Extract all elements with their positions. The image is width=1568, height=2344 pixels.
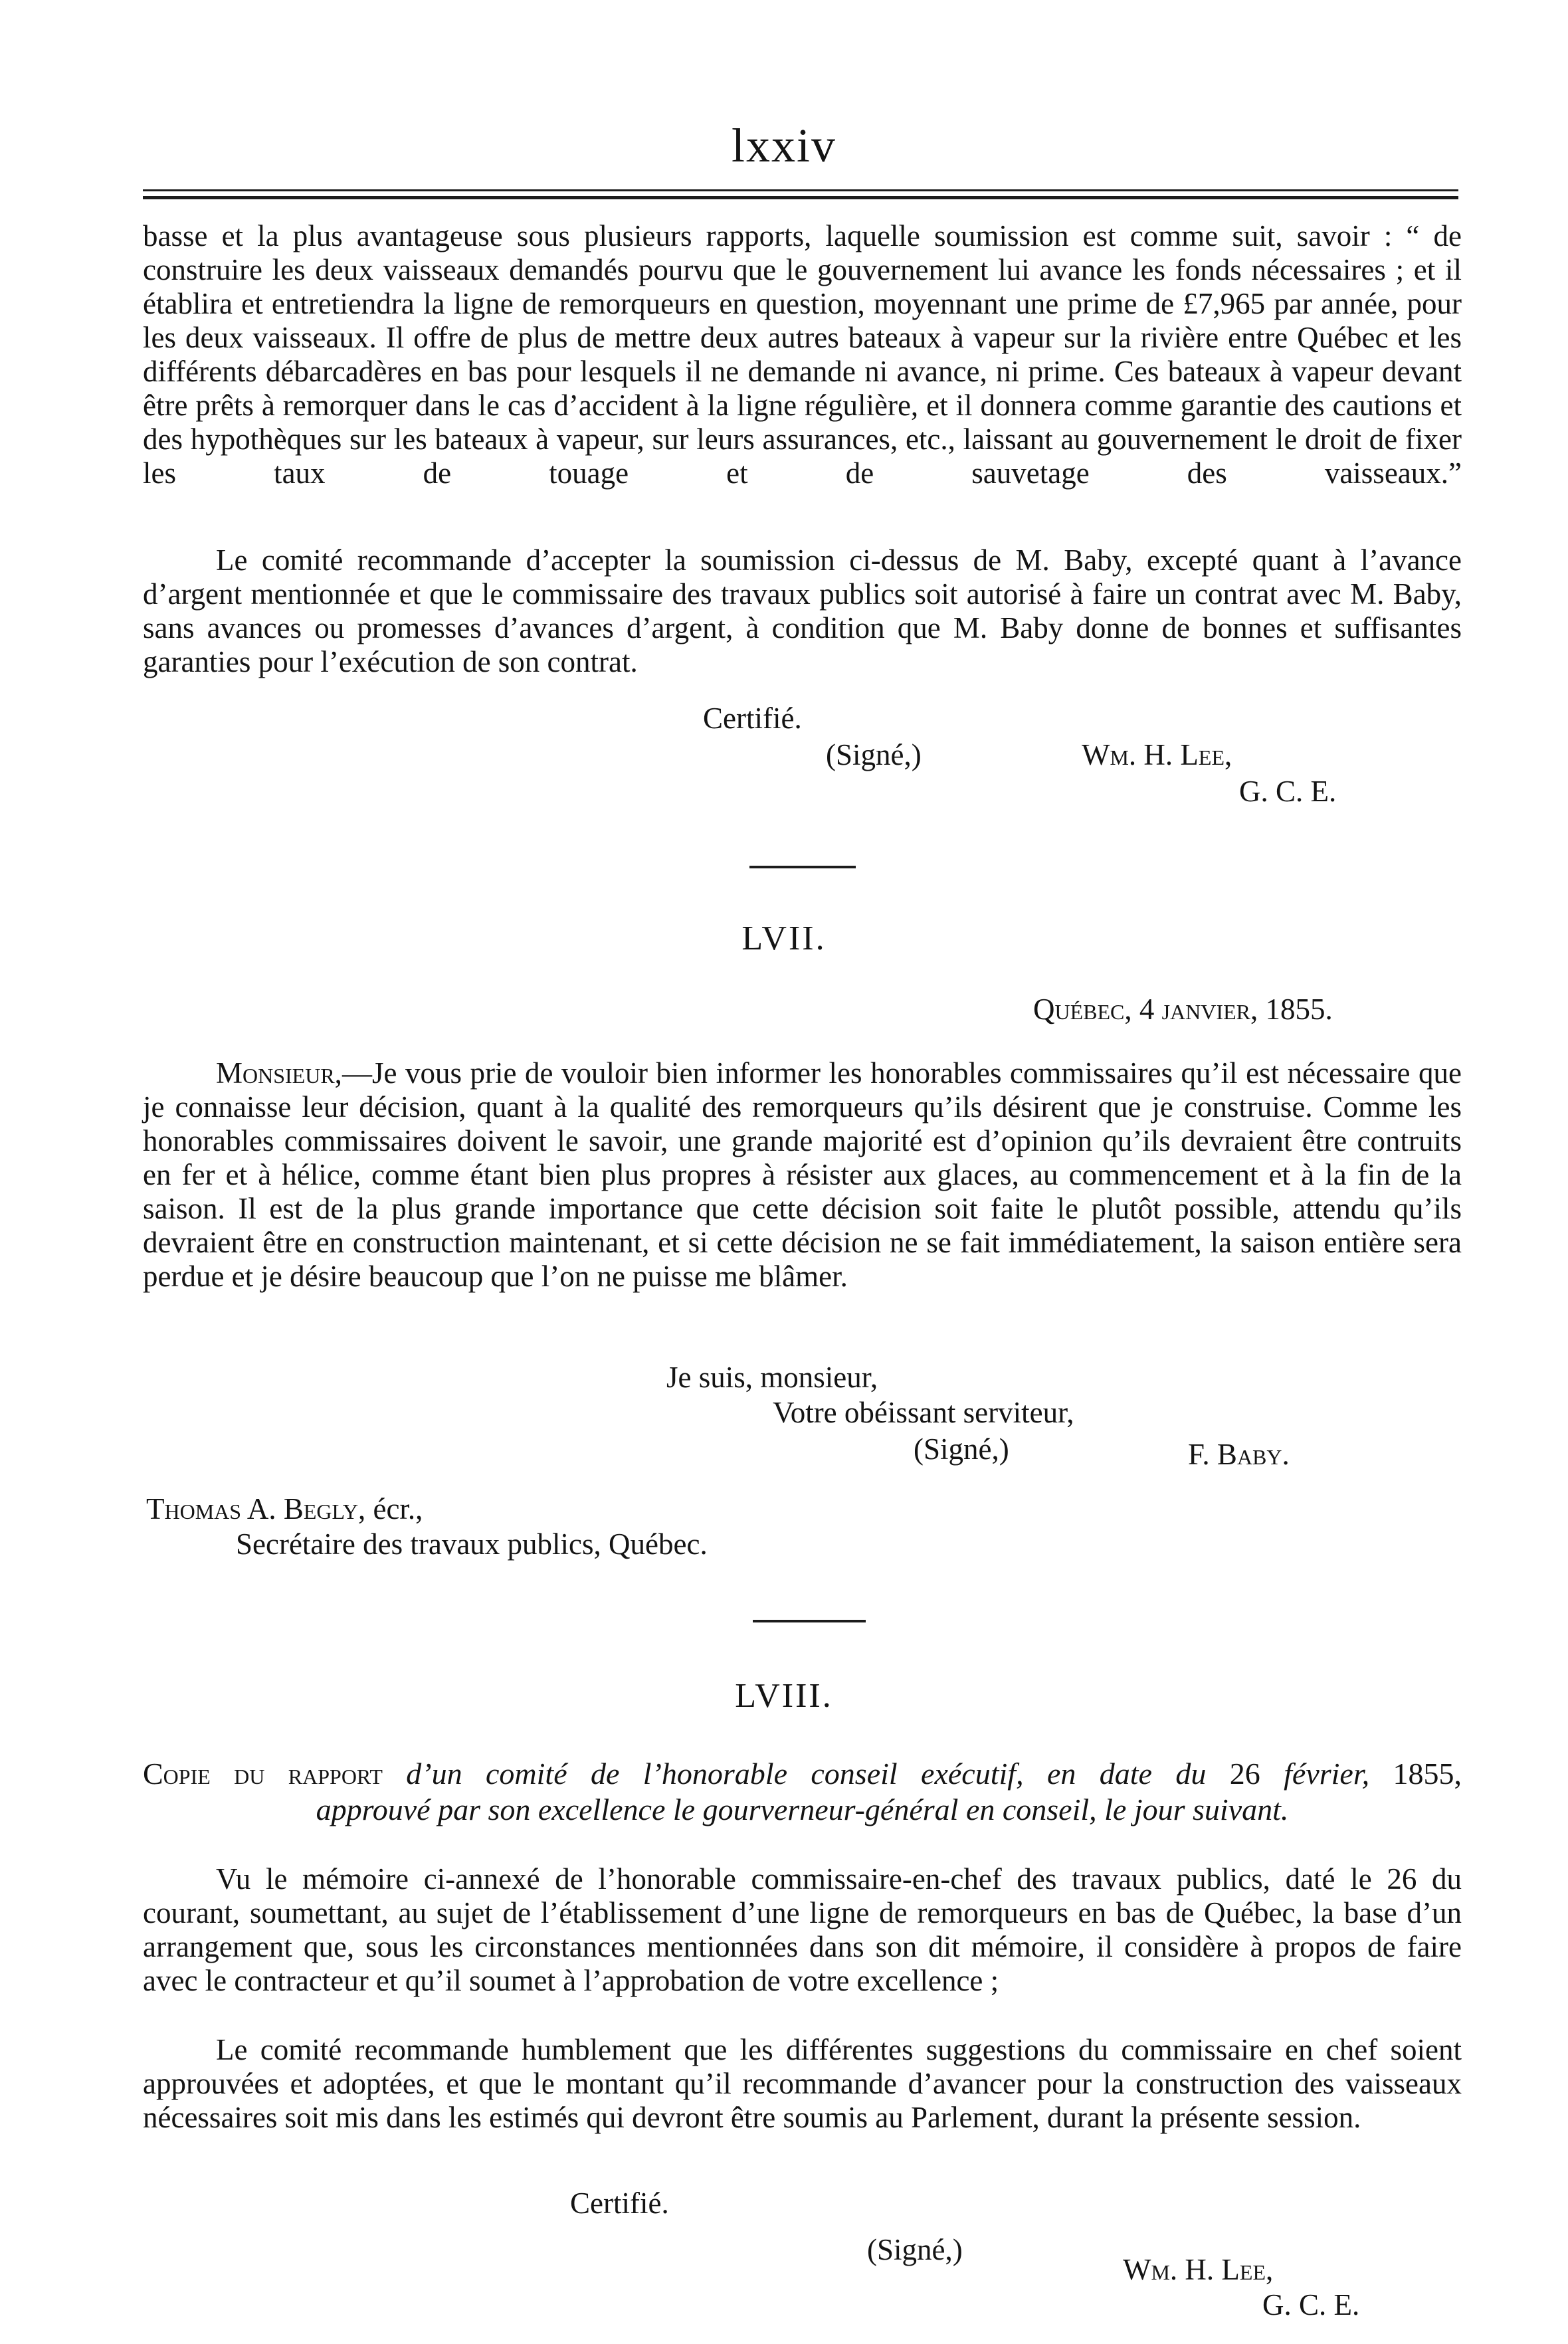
lvii-addressee-suffix: écr., [373,1492,423,1525]
header-rule-thin [143,189,1458,191]
lviii-signer-title: G. C. E. [1262,2288,1360,2321]
section-divider-1 [749,866,856,868]
lvii-signe: (Signé,) [914,1432,1009,1466]
lvii-closing-2: Votre obéissant serviteur, [773,1396,1074,1429]
lvii-addressee-line [146,1492,423,1526]
lviii-title-num-2: 1855, [1393,1757,1462,1791]
lviii-paragraph-2: Le comité recommande humblement que les différentes suggestions du commissaire en chef soient approuvées et adoptées, et que le montant qu’il recommande d’avancer pour la construction des vaisseaux nécessaires soit mis dans les estimés qui devront être soumis au Parlement, durant la présente session. [143,2033,1462,2134]
top-certifie: Certifié. [703,702,802,735]
lviii-heading: LVIII. [735,1677,833,1715]
lvii-addressee-name: Thomas A. Begly, [146,1492,366,1525]
lviii-certifie: Certifié. [570,2187,669,2220]
lviii-title-line-1 [143,1756,1462,1792]
top-signer-name: Wm. H. Lee, [1082,738,1232,771]
lvii-letter-body [143,1056,1462,1294]
top-paragraph-1: basse et la plus avantageuse sous plusieurs rapports, laquelle soumission est comme suit, savoir : “ de construire les deux vaisseaux demandés pourvu que le gouvernement lui avance les fonds nécessaires ; et il établira et entretiendra la ligne de remorqueurs en question, moyennant une prime de £7,965 par année, pour les deux vaisseaux. Il offre de plus de mettre deux autres bateaux à vapeur sur la rivière entre Québec et les différents débarcadères en bas pour lesquels il ne demande ni avance, ni prime. Ces bateaux à vapeur devant être prêts à remorquer dans le cas d’accident à la ligne régulière, et il donnera comme garantie des cautions et des hypothèques sur les bateaux à vapeur, sur leurs assurances, etc., laissant au gouvernement le droit de fixer les taux de touage et de sauvetage des vaisseaux.” [143,219,1462,490]
lviii-signe: (Signé,) [867,2233,963,2266]
lviii-title-line-2: approuvé par son excellence le gourverneur-général en conseil, le jour suivant. [316,1793,1289,1826]
lviii-title-caps: Copie du rapport [143,1757,383,1791]
lvii-salutation: Monsieur, [216,1056,342,1090]
lvii-closing-1: Je suis, monsieur, [666,1361,878,1394]
lvii-signer: F. Baby. [1188,1438,1290,1471]
top-paragraph-2: Le comité recommande d’accepter la soumission ci-dessus de M. Baby, excepté quant à l’avance d’argent mentionnée et que le commissaire des travaux publics soit autorisé à faire un contrat avec M. Baby, sans avances ou promesses d’avances d’argent, à condition que M. Baby donne de bonnes et suffisantes garanties pour l’exécution de son contrat. [143,543,1462,678]
lvii-body-text: —Je vous prie de vouloir bien informer les honorables commissaires qu’il est nécessaire que je connaisse leur décision, quant à la qualité des remorqueurs qu’ils désirent que je construise. Comme les honorables commissaires doivent le savoir, une grande majorité est d’opinion qu’ils devraient être contruits en fer et à hélice, comme étant bien plus propres à résister aux glaces, au commencement et à la fin de la saison. Il est de la plus grande importance que cette décision soit faite le plutôt possible, attendu qu’ils devraient être en construction maintenant, et si cette décision ne se fait immédiatement, la saison entière sera perdue et je désire beaucoup que l’on ne puisse me blâmer. [143,1056,1462,1293]
lvii-addressee-title: Secrétaire des travaux publics, Québec. [236,1527,708,1561]
lviii-title-num-1: 26 [1229,1757,1260,1791]
lviii-title-italic-1: d’un comité de l’honorable conseil exécutif, [406,1757,1024,1791]
lviii-signer-name: Wm. H. Lee, [1123,2253,1274,2286]
header-rule-thick [143,196,1458,199]
top-signe: (Signé,) [826,738,922,771]
lviii-title-italic-3: février, [1284,1757,1370,1791]
lvii-dateline: Québec, 4 janvier, 1855. [1033,993,1333,1026]
lvii-heading: LVII. [741,920,827,957]
top-signer-title: G. C. E. [1239,775,1337,808]
section-divider-2 [753,1620,866,1622]
page-number: lxxiv [731,119,836,172]
lviii-title-italic-2: en date du [1046,1757,1207,1791]
lviii-paragraph-1: Vu le mémoire ci-annexé de l’honorable commissaire-en-chef des travaux publics, daté le 26 du courant, soumettant, au sujet de l’établissement d’une ligne de remorqueurs en bas de Québec, la base d’un arrangement que, sous les circonstances mentionnées dans son dit mémoire, il considère à propos de faire avec le contracteur et qu’il soumet à l’approbation de votre excellence ; [143,1862,1462,1997]
